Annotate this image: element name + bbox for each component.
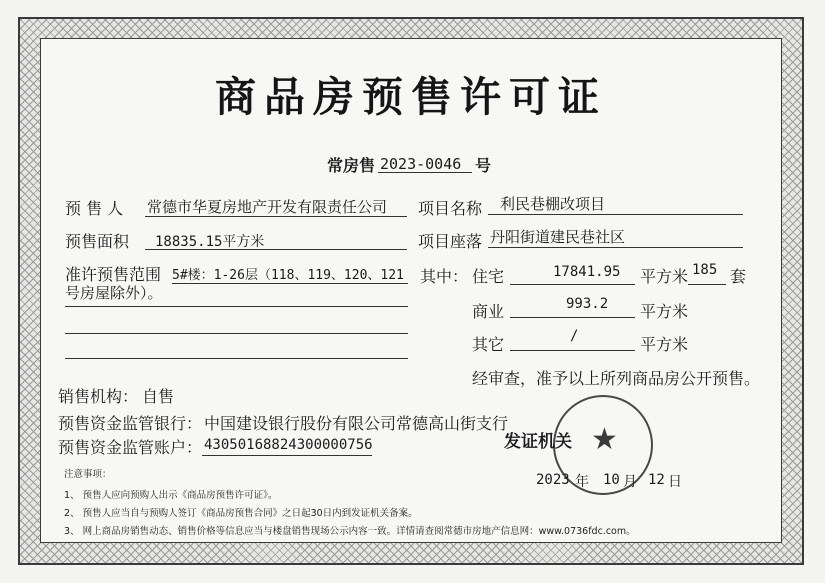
- certificate-title: 商品房预售许可证: [215, 73, 607, 121]
- account-label: 预售资金监管账户：: [58, 438, 203, 457]
- scope-label: 准许预售范围: [65, 265, 162, 284]
- note-item: 3、 网上商品房销售动态、销售价格等信息应当与楼盘销售现场公示内容一致。详情请查阅常德市房地产信息网：www.0736fdc.com。: [64, 526, 636, 537]
- other-unit: 平方米: [640, 335, 689, 354]
- commercial-label: 商业: [472, 302, 505, 321]
- seller-label: 预 售 人: [65, 199, 124, 218]
- star-icon: ★: [591, 422, 618, 457]
- other-label: 其它: [472, 335, 505, 354]
- license-number-line: [378, 172, 472, 173]
- issue-month: 10: [603, 472, 620, 488]
- note-item: 2、 预售人应当自与预购人签订《商品房预售合同》之日起30日内到发证机关备案。: [64, 508, 418, 519]
- account-line: [202, 455, 372, 456]
- scope-value-line1: 5#楼：1-26层（118、119、120、121: [172, 268, 404, 283]
- approval-text: 经审查，准予以上所列商品房公开预售。: [472, 369, 761, 388]
- area-value: 18835.15平方米: [155, 234, 265, 250]
- project-name-label: 项目名称: [418, 199, 483, 218]
- commercial-unit: 平方米: [640, 302, 689, 321]
- residential-label: 住宅: [472, 267, 505, 286]
- sales-agency-value: 自售: [142, 387, 175, 406]
- issue-month-unit: 月: [623, 474, 637, 490]
- sales-agency-label: 销售机构：: [58, 387, 139, 406]
- issue-day: 12: [648, 472, 665, 488]
- project-name-value: 利民巷棚改项目: [500, 195, 606, 213]
- issuer-label: 发证机关: [504, 432, 572, 452]
- residential-count-line: [688, 284, 726, 285]
- commercial-value: 993.2: [566, 296, 609, 312]
- license-number: 2023-0046: [380, 155, 462, 173]
- area-line: [145, 249, 407, 250]
- license-suffix: 号: [475, 156, 492, 175]
- project-name-line: [488, 214, 743, 215]
- notes-heading: 注意事项：: [64, 469, 112, 480]
- bank-label: 预售资金监管银行：: [58, 414, 203, 433]
- other-line: [510, 350, 635, 351]
- residential-value: 17841.95: [553, 264, 621, 280]
- commercial-line: [510, 317, 635, 318]
- license-prefix: 常房售: [327, 156, 376, 175]
- issue-year-unit: 年: [575, 474, 589, 490]
- seller-line: [145, 216, 407, 217]
- scope-line-1: [172, 283, 408, 284]
- scope-line-3: [65, 333, 408, 334]
- area-label: 预售面积: [65, 232, 130, 251]
- residential-unit: 平方米: [640, 267, 689, 286]
- location-label: 项目座落: [418, 232, 483, 251]
- residential-count: 185: [692, 262, 718, 278]
- account-value: 43050168824300000756: [204, 437, 373, 453]
- among-label: 其中：: [420, 267, 469, 286]
- note-item: 1、 预售人应向预购人出示《商品房预售许可证》。: [64, 490, 278, 501]
- seller-value: 常德市华夏房地产开发有限责任公司: [147, 198, 388, 216]
- scope-line-2: [65, 306, 408, 307]
- residential-count-unit: 套: [730, 267, 747, 286]
- location-value: 丹阳街道建民巷社区: [490, 228, 626, 246]
- other-value: /: [570, 328, 579, 344]
- issue-day-unit: 日: [668, 474, 682, 490]
- location-line: [488, 247, 743, 248]
- scope-value-line2: 号房屋除外）。: [65, 284, 163, 302]
- residential-line: [510, 284, 635, 285]
- issue-year: 2023: [536, 472, 570, 488]
- bank-value: 中国建设银行股份有限公司常德高山街支行: [204, 414, 509, 433]
- scope-line-4: [65, 358, 408, 359]
